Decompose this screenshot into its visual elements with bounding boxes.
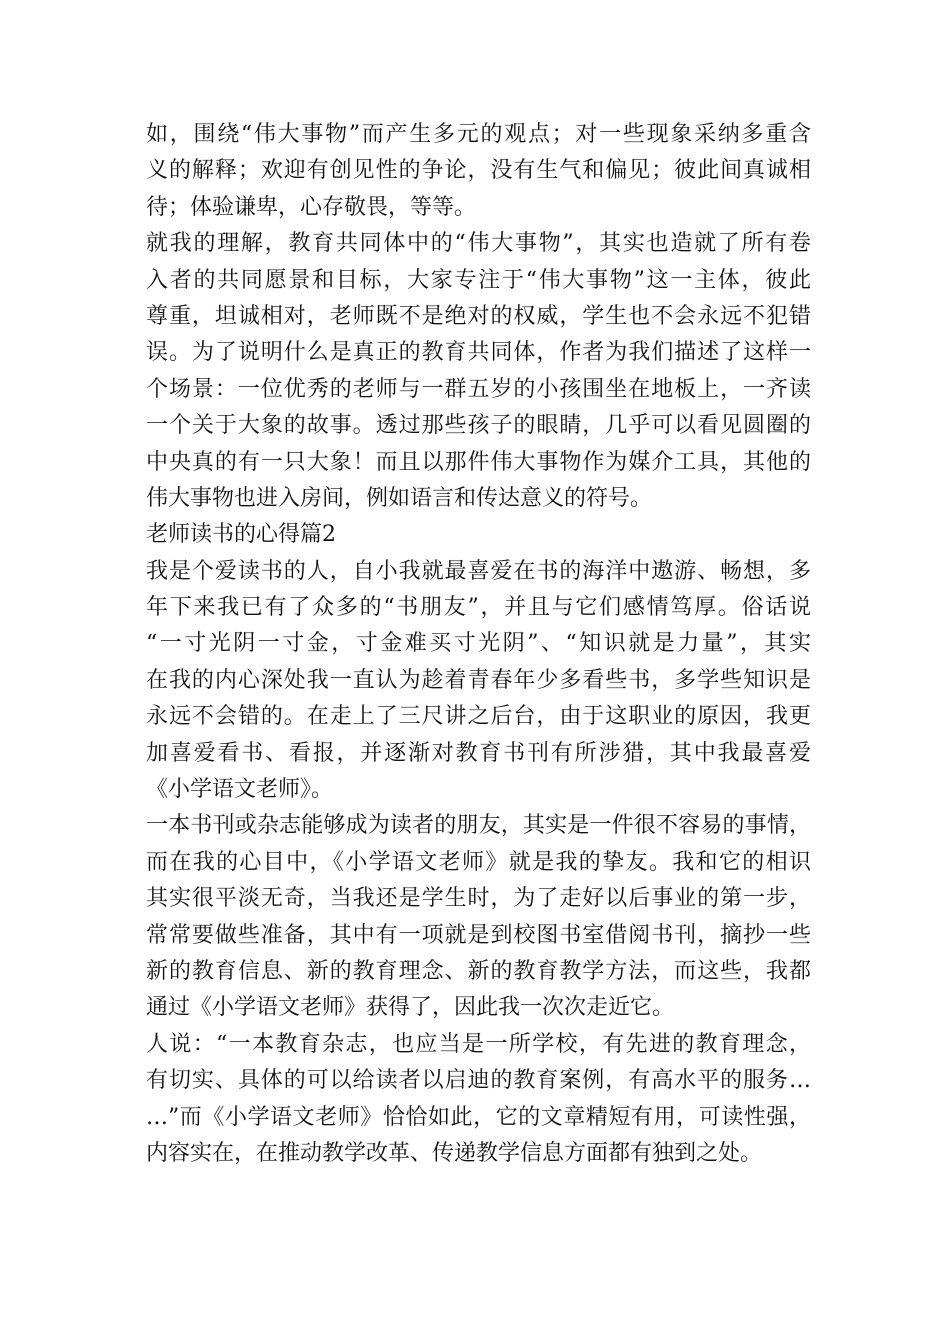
text-line: 老师读书的心得篇2: [146, 522, 336, 548]
text-line: 如，围绕“伟大事物”而产生多元的观点；对一些现象采纳多重含: [146, 122, 811, 147]
text-line: 就我的理解，教育共同体中的“伟大事物”，其实也造就了所有卷: [146, 231, 811, 257]
text-line: 误。为了说明什么是真正的教育共同体，作者为我们描述了这样一: [146, 340, 811, 366]
text-line: 义的解释；欢迎有创见性的争论，没有生气和偏见；彼此间真诚相: [146, 158, 811, 184]
text-line: 我是个爱读书的人，自小我就最喜爱在书的海洋中遨游、畅想，多: [146, 558, 811, 584]
text-line: 内容实在，在推动教学改革、传递教学信息方面都有独到之处。: [146, 1140, 763, 1166]
document-body: [146, 117, 811, 1172]
text-line: 其实很平淡无奇，当我还是学生时，为了走好以后事业的第一步，: [146, 886, 811, 912]
text-line: 年下来我已有了众多的“书朋友”，并且与它们感情笃厚。俗话说: [146, 595, 811, 621]
text-line: 入者的共同愿景和目标，大家专注于“伟大事物”这一主体，彼此: [146, 267, 811, 293]
text-line: 加喜爱看书、看报，并逐渐对教育书刊有所涉猎，其中我最喜爱: [146, 740, 811, 766]
text-line: 尊重，坦诚相对，老师既不是绝对的权威，学生也不会永远不犯错: [146, 303, 811, 329]
text-line: “一寸光阴一寸金，寸金难买寸光阴”、“知识就是力量”，其实: [146, 631, 811, 657]
text-line: 有切实、具体的可以给读者以启迪的教育案例，有高水平的服务…: [146, 1068, 811, 1094]
text-line: 中央真的有一只大象！而且以那件伟大事物作为媒介工具，其他的: [146, 449, 811, 475]
text-line: 人说：“一本教育杂志，也应当是一所学校，有先进的教育理念，: [146, 1031, 811, 1057]
text-line: 《小学语文老师》。: [146, 777, 334, 803]
text-line: 在我的内心深处我一直认为趁着青春年少多看些书，多学些知识是: [146, 667, 811, 693]
text-line: 新的教育信息、新的教育理念、新的教育教学方法，而这些，我都: [146, 958, 811, 984]
text-line: 永远不会错的。在走上了三尺讲之后台，由于这职业的原因，我更: [146, 704, 811, 730]
text-line: 个场景：一位优秀的老师与一群五岁的小孩围坐在地板上，一齐读: [146, 376, 811, 402]
text-line: 常常要做些准备，其中有一项就是到校图书室借阅书刊，摘抄一些: [146, 922, 811, 948]
text-line: …”而《小学语文老师》恰恰如此，它的文章精短有用，可读性强，: [146, 1104, 811, 1130]
text-line: 一本书刊或杂志能够成为读者的朋友，其实是一件很不容易的事情，: [146, 813, 811, 839]
text-line: 伟大事物也进入房间，例如语言和传达意义的符号。: [146, 485, 653, 511]
text-line: 而在我的心目中，《小学语文老师》就是我的挚友。我和它的相识: [146, 849, 811, 875]
text-line: 通过《小学语文老师》获得了，因此我一次次走近它。: [146, 995, 675, 1021]
text-line: 待；体验谦卑，心存敬畏，等等。: [146, 194, 477, 220]
text-line: 一个关于大象的故事。透过那些孩子的眼睛，几乎可以看见圆圈的: [146, 413, 811, 439]
